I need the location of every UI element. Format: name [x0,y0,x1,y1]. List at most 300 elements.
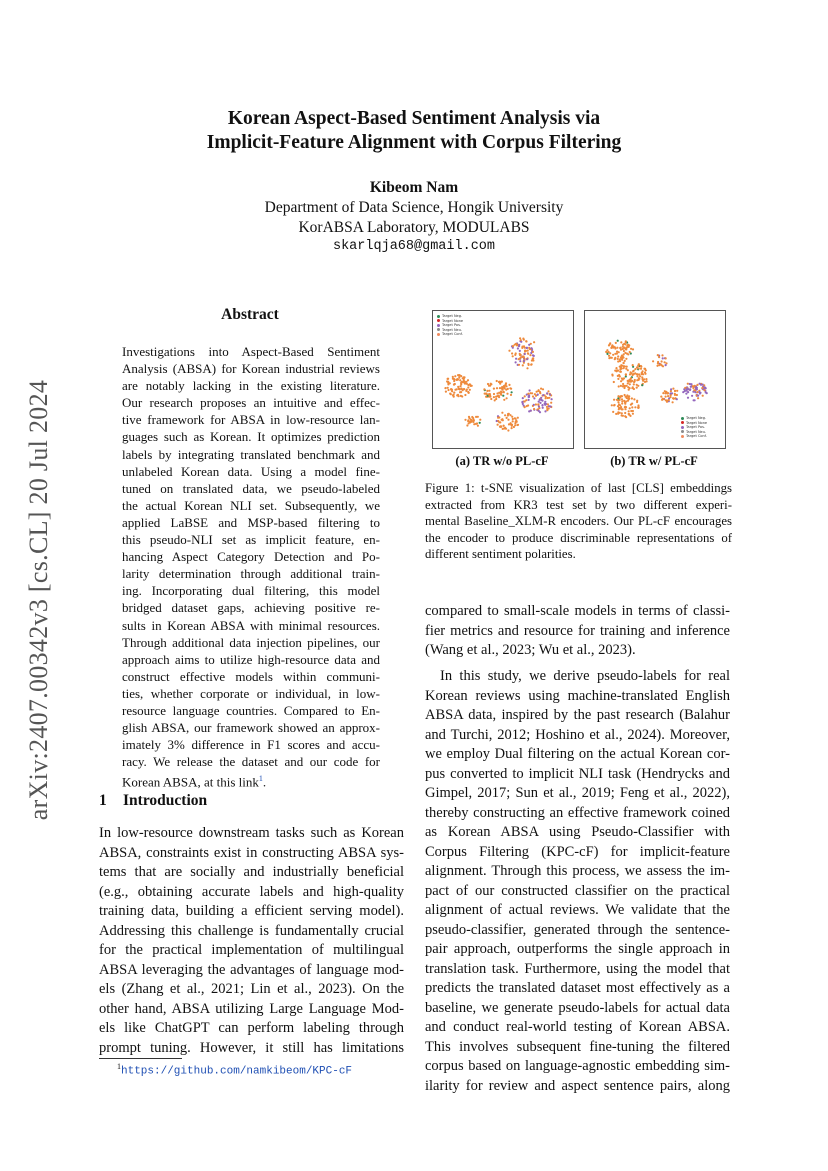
scatter-point [632,413,634,415]
scatter-point [674,394,676,396]
scatter-point [517,417,519,419]
scatter-point [511,424,513,426]
legend-label: Target None [686,420,708,425]
scatter-point [618,403,620,405]
scatter-point [694,391,696,393]
scatter-point [620,349,622,351]
text-line: tuned on translated data, we pseudo-labeled [122,480,380,496]
scatter-point [521,346,523,348]
scatter-point [457,374,459,376]
scatter-point [540,397,542,399]
scatter-point [612,374,614,376]
scatter-point [535,395,537,397]
scatter-point [606,353,608,355]
legend-label: Target Neu. [442,327,463,332]
scatter-point [522,403,524,405]
text-line: In this study, we derive pseudo-labels for real [440,668,730,684]
scatter-point [533,397,535,399]
scatter-point [533,404,535,406]
scatter-point [629,380,631,382]
scatter-point [479,422,481,424]
scatter-point [539,402,541,404]
scatter-point [515,361,517,363]
scatter-point [662,365,664,367]
figure-panel-b [584,310,726,449]
scatter-point [520,356,522,358]
scatter-point [704,386,706,388]
scatter-point [609,342,611,344]
scatter-point [541,404,543,406]
legend-label: Target Neg. [442,314,463,318]
scatter-point [643,368,645,370]
scatter-point [528,410,530,412]
scatter-point [696,391,698,393]
scatter-point [464,382,466,384]
scatter-point [687,397,689,399]
scatter-point [676,398,678,400]
scatter-point [544,410,546,412]
scatter-point [462,377,464,379]
scatter-point [522,397,524,399]
scatter-point [624,360,626,362]
scatter-point [621,412,623,414]
scatter-point [617,355,619,357]
footnote [117,1062,352,1078]
scatter-point [524,395,526,397]
intro-column-2-paragraph [425,667,730,1096]
legend-marker [437,328,440,331]
scatter-point [550,405,552,407]
scatter-point [628,398,630,400]
title-line-2: Implicit-Feature Alignment with Corpus Filtering [206,132,622,153]
scatter-point [624,343,626,345]
scatter-point [532,357,534,359]
scatter-point [530,347,532,349]
scatter-point [617,395,619,397]
scatter-point [676,390,678,392]
scatter-point [506,397,508,399]
abstract-footnote-mark: 1 [258,774,263,784]
scatter-point [445,391,447,393]
scatter-point [477,425,479,427]
scatter-point [507,419,509,421]
scatter-point [466,424,468,426]
text-line: thereby constructing an effective framework coined [425,804,730,821]
scatter-point [447,387,449,389]
footnote-rule [99,1058,182,1059]
scatter-point [488,393,490,395]
scatter-point [668,399,670,401]
arxiv-id-text: arXiv:2407.00342v3 [cs.CL] 20 Jul 2024 [24,379,53,821]
scatter-point [624,408,626,410]
text-line: resource language countries. Compared to En- [122,702,380,718]
scatter-point [512,355,514,357]
text-line: translation task. Furthermore, using the model that [425,960,730,977]
scatter-point [687,383,689,385]
text-line: pact of our constructed classifier on the practical [425,882,730,899]
scatter-point [460,388,462,390]
text-line: compared to small-scale models in terms of classi- [425,603,730,619]
text-line: and conduct real-world testing of Korean ABSA. [425,1019,730,1035]
scatter-point [449,393,451,395]
scatter-point [624,415,626,417]
scatter-point [447,389,449,391]
scatter-point [620,385,622,387]
text-line: Korean ABSA, at this link$^1$. [122,774,267,790]
scatter-point [507,388,509,390]
scatter-point [703,389,705,391]
scatter-point [527,353,529,355]
scatter-point [512,418,514,420]
scatter-point [533,355,535,357]
scatter-point [507,414,509,416]
scatter-point [524,400,526,402]
scatter-point [454,379,456,381]
scatter-point [670,388,672,390]
intro-column-1 [99,824,404,1058]
paper-title [0,107,828,155]
abstract-heading: Abstract [221,306,279,323]
scatter-point [621,400,623,402]
scatter-point [493,396,495,398]
scatter-point [636,400,638,402]
scatter-point [641,376,643,378]
scatter-point [632,364,634,366]
text-line: predicts the translated dataset most effectively as a [425,980,730,996]
scatter-point [634,368,636,370]
scatter-point [519,360,521,362]
scatter-point [632,410,634,412]
scatter-point [506,393,508,395]
scatter-point [500,426,502,428]
text-line: els like ChatGPT can perform labeling through [99,1020,404,1036]
scatter-point [523,360,525,362]
scatter-point [524,353,526,355]
scatter-point [527,393,529,395]
scatter-point [504,414,506,416]
scatter-point [458,388,460,390]
scatter-point [519,354,521,356]
scatter-point [623,367,625,369]
scatter-point [501,388,503,390]
scatter-point [667,395,669,397]
scatter-point [479,419,481,421]
scatter-point [623,347,625,349]
scatter-point [508,384,510,386]
scatter-point [608,351,610,353]
scatter-point [464,419,466,421]
scatter-point [511,352,513,354]
section-title: Introduction [123,792,208,809]
scatter-point [616,347,618,349]
scatter-point [519,350,521,352]
text-line: are notably lacking in the existing literature. [122,378,380,394]
scatter-point [634,379,636,381]
scatter-point [529,389,531,391]
scatter-point [497,424,499,426]
text-line: Investigations into Aspect-Based Sentiment [122,344,380,359]
scatter-point [510,394,512,396]
legend-a [437,314,463,337]
scatter-point [483,388,485,390]
scatter-point [510,388,512,390]
scatter-point [539,391,541,393]
scatter-point [631,406,633,408]
scatter-point [613,381,615,383]
scatter-point [611,346,613,348]
intro-column-2-top [425,602,730,661]
text-line: pair approach, outperforms the single approach in [425,941,730,957]
scatter-point [453,384,455,386]
scatter-point [550,402,552,404]
scatter-point [515,358,517,360]
scatter-point [676,394,678,396]
scatter-point [633,383,635,385]
text-line: the actual Korean NLI set. Subsequently, we [122,497,380,513]
figure-label-b: (b) TR w/ PL-cF [610,454,698,468]
scatter-point [533,341,535,343]
scatter-point [626,366,628,368]
scatter-point [689,383,691,385]
scatter-point [696,384,698,386]
author-email: skarlqja68@gmail.com [332,239,496,254]
scatter-point [697,395,699,397]
scatter-point [531,392,533,394]
scatter-point [513,426,515,428]
text-line: prompt tuning. However, it still has limitations [99,1039,404,1056]
scatter-point [616,353,618,355]
scatter-point [470,421,472,423]
scatter-point [511,427,513,429]
scatter-point [615,367,617,369]
scatter-point [640,365,642,367]
arxiv-identifier [14,350,64,850]
scatter-point [632,348,634,350]
scatter-point [665,399,667,401]
text-line: bridged dataset gaps, achieving positive re- [122,600,380,616]
text-line: different sentiment polarities. [425,547,576,562]
scatter-point [612,354,614,356]
scatter-point [629,407,631,409]
scatter-point [622,385,624,387]
scatter-point [638,377,640,379]
scatter-point [533,408,535,410]
scatter-point [476,422,478,424]
scatter-point [529,354,531,356]
text-line: imately 3% difference in F1 scores and accu- [122,737,380,753]
scatter-point [454,375,456,377]
text-line: approach aims to utilize high-resource data and [122,651,380,667]
scatter-point [629,387,631,389]
scatter-point [608,355,610,357]
scatter-point [622,383,624,385]
legend-item [437,332,463,337]
scatter-point [468,392,470,394]
scatter-point [617,358,619,360]
scatter-point [460,395,462,397]
scatter-point [705,391,707,393]
scatter-point [617,340,619,342]
scatter-point [661,360,663,362]
scatter-point [450,389,452,391]
scatter-point [538,410,540,412]
scatter-point [507,429,509,431]
author-name: Kibeom Nam [369,179,459,196]
scatter-point [672,401,674,403]
scatter-point [694,399,696,401]
text-line: mental Baseline_XLM-R encoders. Our PL-cF encourages [425,514,732,529]
scatter-point [526,347,528,349]
scatter-point [519,337,521,339]
scatter-point [520,341,522,343]
scatter-point [546,408,548,410]
scatter-point [515,352,517,354]
scatter-point [545,396,547,398]
scatter-point [625,341,627,343]
scatter-point [471,416,473,418]
scatter-point [661,354,663,356]
scatter-point [636,373,638,375]
scatter-point [619,360,621,362]
scatter-point [468,422,470,424]
scatter-point [473,419,475,421]
scatter-point [625,348,627,350]
scatter-point [502,419,504,421]
scatter-point [617,399,619,401]
scatter-point [612,411,614,413]
scatter-point [687,391,689,393]
scatter-point [502,395,504,397]
text-line: Corpus Filtering (KPC-cF) for implicit-feature [425,843,730,860]
scatter-point [524,406,526,408]
scatter-point [618,407,620,409]
figure-label-a: (a) TR w/o PL-cF [455,454,549,468]
scatter-point [515,419,517,421]
scatter-point [685,393,687,395]
scatter-point [496,387,498,389]
scatter-point [667,392,669,394]
scatter-point [546,406,548,408]
text-line: training data, building a efficient serving model). [99,903,404,919]
scatter-point [637,385,639,387]
scatter-point [623,377,625,379]
scatter-point [691,395,693,397]
scatter-point [638,363,640,365]
legend-marker [437,319,440,322]
scatter-point [613,399,615,401]
scatter-point [697,397,699,399]
text-line: applied LaBSE and MSP-based filtering to [122,514,380,530]
scatter-point [619,375,621,377]
text-line: ABSA, constraints exist in constructing ABSA sys- [99,844,404,861]
scatter-point [495,396,497,398]
scatter-point [504,385,506,387]
scatter-point [662,357,664,359]
text-line: ties, whether corporate or individual, in low- [122,685,380,701]
scatter-point [617,378,619,380]
scatter-point [488,390,490,392]
scatter-point [628,344,630,346]
scatter-point [634,406,636,408]
scatter-point [447,381,449,383]
scatter-point [624,385,626,387]
text-line: Korean reviews using machine-translated English [425,687,730,704]
scatter-point [624,352,626,354]
scatter-point [637,404,639,406]
text-line: alignment of actual reviews. We validate that the [425,902,730,918]
scatter-point [615,413,617,415]
text-line: other hand, ABSA utilizing Large Language Mod- [99,1000,404,1017]
scatter-point [672,388,674,390]
scatter-point [512,420,514,422]
scatter-point [526,405,528,407]
legend-label: Target Neg. [686,416,707,420]
scatter-point [665,357,667,359]
text-line: larity determination through additional train- [122,566,380,582]
scatter-point [627,382,629,384]
scatter-point [660,396,662,398]
scatter-point [542,407,544,409]
scatter-point [460,391,462,393]
scatter-point [540,388,542,390]
scatter-point [606,349,608,351]
scatter-point [497,420,499,422]
scatter-point [660,363,662,365]
text-line: This involves subsequent fine-tuning the filtered [425,1038,730,1055]
text-line: glish ABSA, our framework showed an approx- [122,720,380,736]
scatter-point [516,424,518,426]
scatter-point [665,391,667,393]
text-line: this pseudo-NLI set as implicit feature, en- [122,532,380,548]
scatter-point [502,391,504,393]
scatter-point [496,380,498,382]
footnote-link[interactable]: https://github.com/namkibeom/KPC-cF [121,1065,353,1078]
scatter-point [687,388,689,390]
title-line-1: Korean Aspect-Based Sentiment Analysis via [227,108,601,129]
abstract-body [122,343,380,790]
text-line: ing. Incorporating dual filtering, this model [122,583,380,599]
scatter-point [657,362,659,364]
scatter-point [617,375,619,377]
scatter-point [549,394,551,396]
scatter-point [544,403,546,405]
scatter-point [467,386,469,388]
scatter-point [674,390,676,392]
text-line: guages such as Korean. It optimizes prediction [122,429,380,445]
text-line: hancing Aspect Category Detection and Po- [122,549,380,565]
scatter-point [652,360,654,362]
scatter-point [628,410,630,412]
text-line: (Wang et al., 2023; Wu et al., 2023). [425,642,636,658]
scatter-point [463,388,465,390]
text-line: fier metrics and resource for training and inference [425,622,730,639]
scatter-point [527,350,529,352]
scatter-point [498,396,500,398]
legend-label: Target Conf. [442,332,463,337]
scatter-point [619,368,621,370]
scatter-point [620,395,622,397]
scatter-point [611,357,613,359]
scatter-point [469,389,471,391]
scatter-point [490,383,492,385]
figure-caption [425,480,732,563]
text-line: for the practical implementation of multilingual [99,942,404,958]
scatter-point [629,383,631,385]
scatter-point [499,387,501,389]
scatter-point [467,384,469,386]
scatter-point [526,358,528,360]
scatter-point [608,357,610,359]
